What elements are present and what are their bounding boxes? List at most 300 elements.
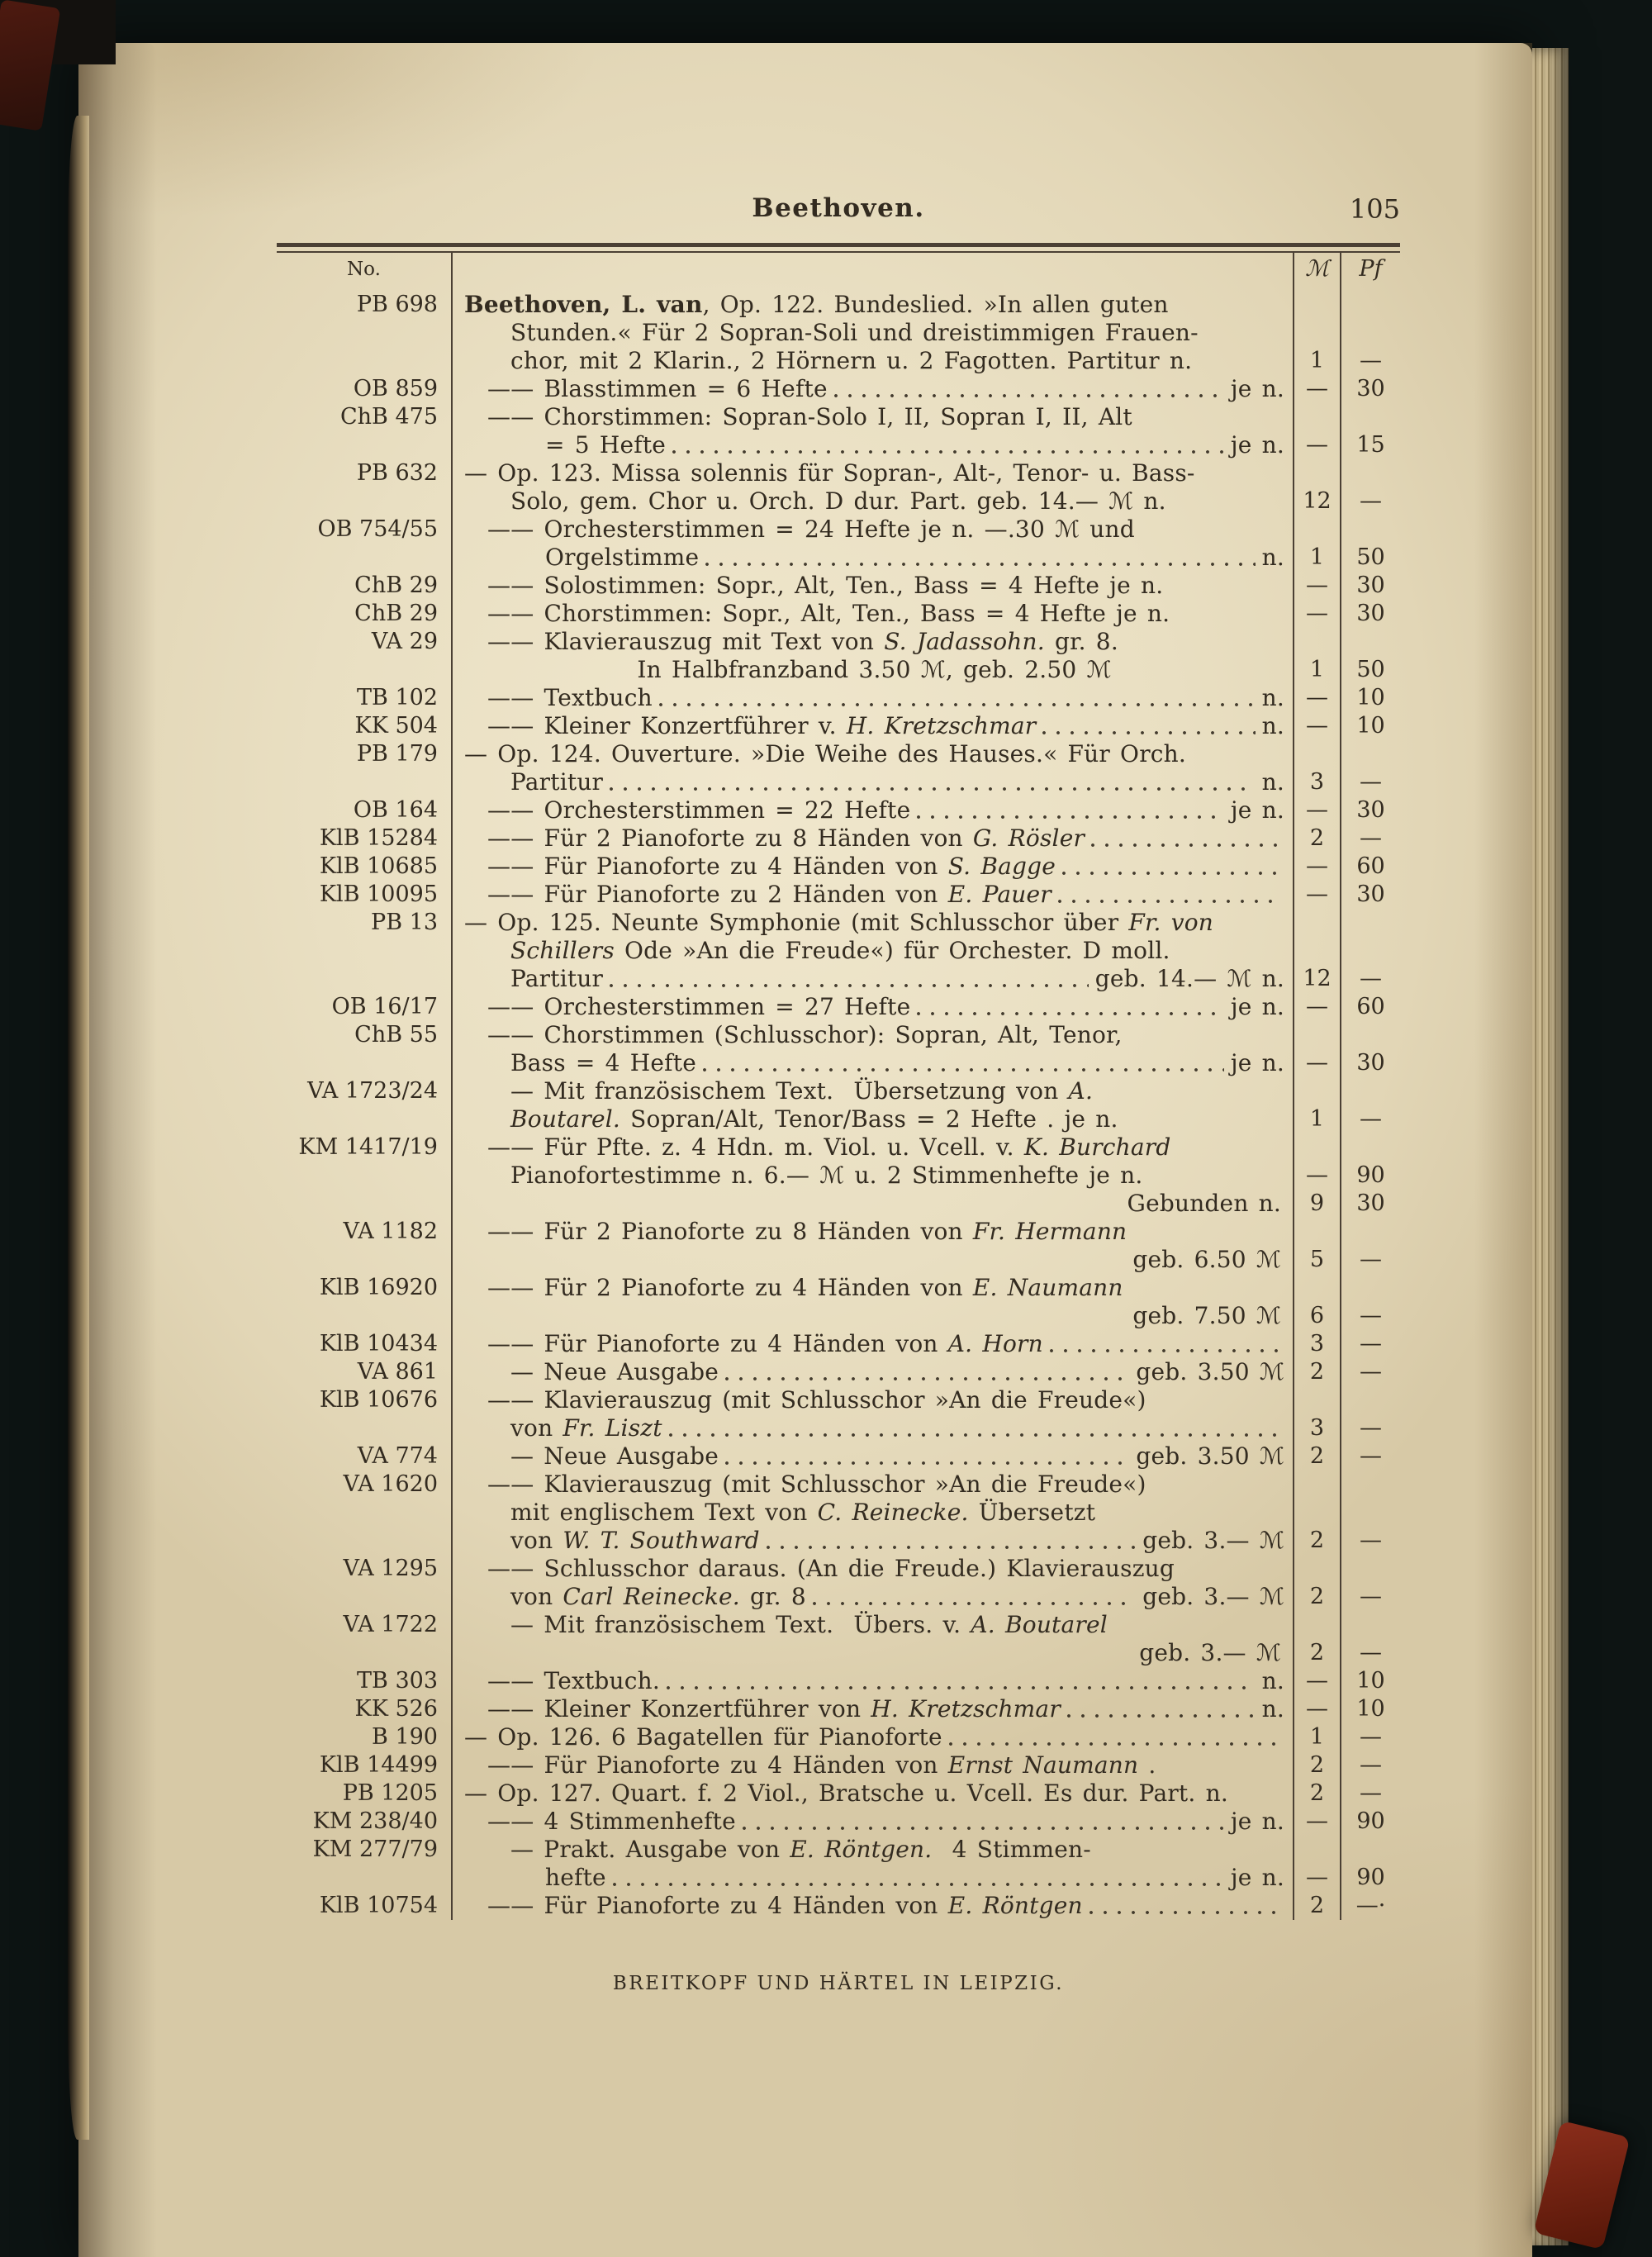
table-row bbox=[277, 684, 1400, 712]
table-row bbox=[277, 628, 1400, 656]
catalog-number: PB 1205 bbox=[277, 1779, 453, 1808]
catalog-number: VA 1295 bbox=[277, 1555, 453, 1583]
mark-price: — bbox=[1293, 431, 1340, 459]
mark-price: 2 bbox=[1293, 1527, 1340, 1555]
description-cell bbox=[453, 1527, 1293, 1555]
pfennig-price: — bbox=[1340, 1639, 1400, 1667]
mark-price: 1 bbox=[1293, 1105, 1340, 1133]
pfennig-price bbox=[1340, 628, 1400, 656]
description-cell bbox=[453, 684, 1293, 712]
description-cell bbox=[453, 1077, 1293, 1105]
pfennig-price: — bbox=[1340, 1723, 1400, 1751]
table-row bbox=[277, 600, 1400, 628]
pfennig-price bbox=[1340, 740, 1400, 768]
description-cell bbox=[453, 1639, 1293, 1667]
table-body bbox=[277, 291, 1400, 1920]
table-row bbox=[277, 1162, 1400, 1190]
mark-price bbox=[1293, 628, 1340, 656]
mark-price: 9 bbox=[1293, 1190, 1340, 1218]
description-cell bbox=[453, 1583, 1293, 1611]
description-text: —— Schlusschor daraus. (An die Freude.) Klavierauszug bbox=[487, 1555, 1175, 1582]
description-cell bbox=[453, 1049, 1293, 1077]
description-cell bbox=[453, 1751, 1293, 1779]
mark-price: 1 bbox=[1293, 656, 1340, 684]
price-note: geb. 3.— ℳ bbox=[1142, 1527, 1284, 1554]
price-note: geb. 3.50 ℳ bbox=[1136, 1358, 1284, 1385]
mark-price: — bbox=[1293, 881, 1340, 909]
description-text: —— Textbuch. bbox=[487, 1667, 660, 1694]
description-text: Bass = 4 Hefte bbox=[510, 1049, 696, 1076]
pfennig-price bbox=[1340, 937, 1400, 965]
description-text: Partitur bbox=[510, 965, 604, 992]
mark-price: — bbox=[1293, 712, 1340, 740]
description-cell bbox=[453, 1555, 1293, 1583]
dot-leader bbox=[610, 965, 1089, 993]
mark-price: — bbox=[1293, 853, 1340, 881]
pfennig-price: — bbox=[1340, 1442, 1400, 1471]
table-row bbox=[277, 1611, 1400, 1639]
catalog-number: ChB 475 bbox=[277, 403, 453, 431]
catalog-number: KlB 14499 bbox=[277, 1751, 453, 1779]
left-page-edges bbox=[68, 116, 89, 2140]
mark-price: — bbox=[1293, 1049, 1340, 1077]
pfennig-price bbox=[1340, 909, 1400, 937]
description-cell bbox=[453, 1611, 1293, 1639]
catalog-number: KK 526 bbox=[277, 1695, 453, 1723]
mark-price bbox=[1293, 1077, 1340, 1105]
table-row bbox=[277, 319, 1400, 347]
price-note: je n. bbox=[1230, 1808, 1284, 1835]
table-row bbox=[277, 1639, 1400, 1667]
mark-price: 3 bbox=[1293, 768, 1340, 796]
pfennig-price: 30 bbox=[1340, 881, 1400, 909]
description-text: —— Für Pianoforte zu 4 Händen von A. Horn bbox=[487, 1330, 1043, 1357]
description-cell bbox=[453, 1414, 1293, 1442]
description-text: In Halbfranzband 3.50 ℳ, geb. 2.50 ℳ bbox=[637, 656, 1112, 683]
dot-leader bbox=[703, 1049, 1224, 1077]
description-text: geb. 7.50 ℳ bbox=[1132, 1302, 1281, 1329]
description-text: —— Für 2 Pianoforte zu 4 Händen von E. Naumann bbox=[487, 1274, 1123, 1301]
description-cell bbox=[453, 1471, 1293, 1499]
mark-price: 2 bbox=[1293, 1358, 1340, 1386]
description-text: —— Für 2 Pianoforte zu 8 Händen von Fr. Hermann bbox=[487, 1218, 1127, 1245]
dot-leader bbox=[1050, 1330, 1278, 1358]
pfennig-price bbox=[1340, 1555, 1400, 1583]
mark-price bbox=[1293, 516, 1340, 544]
catalog-number bbox=[277, 319, 453, 347]
pfennig-price bbox=[1340, 291, 1400, 319]
price-note: je n. bbox=[1230, 993, 1284, 1020]
description-cell bbox=[453, 1218, 1293, 1246]
table-row bbox=[277, 881, 1400, 909]
description-cell bbox=[453, 1133, 1293, 1162]
column-header-mark: ℳ bbox=[1293, 253, 1340, 291]
dot-leader bbox=[613, 1864, 1224, 1892]
description-text: —— Chorstimmen: Sopr., Alt, Ten., Bass = 4 Hefte je n. bbox=[487, 600, 1170, 627]
mark-price: 1 bbox=[1293, 347, 1340, 375]
table-row bbox=[277, 1779, 1400, 1808]
table-row bbox=[277, 1808, 1400, 1836]
description-cell bbox=[453, 347, 1293, 375]
pfennig-price: — bbox=[1340, 1527, 1400, 1555]
page-header-title: Beethoven. bbox=[752, 193, 925, 223]
description-cell bbox=[453, 487, 1293, 516]
table-row bbox=[277, 1555, 1400, 1583]
price-note: n. bbox=[1261, 768, 1284, 796]
description-cell bbox=[453, 1892, 1293, 1920]
pfennig-price: — bbox=[1340, 347, 1400, 375]
pfennig-price: 30 bbox=[1340, 796, 1400, 824]
table-row bbox=[277, 1751, 1400, 1779]
pfennig-price: 30 bbox=[1340, 1049, 1400, 1077]
description-text: — Op. 123. Missa solennis für Sopran-, Alt-, Tenor- u. Bass- bbox=[464, 459, 1195, 487]
mark-price: — bbox=[1293, 993, 1340, 1021]
description-cell bbox=[453, 796, 1293, 824]
description-cell bbox=[453, 768, 1293, 796]
dot-leader bbox=[667, 1667, 1256, 1695]
price-note: geb. 3.— ℳ bbox=[1142, 1583, 1284, 1610]
mark-price bbox=[1293, 1555, 1340, 1583]
running-head bbox=[277, 193, 1400, 230]
mark-price bbox=[1293, 1611, 1340, 1639]
dot-leader bbox=[767, 1527, 1136, 1555]
catalog-number: B 190 bbox=[277, 1723, 453, 1751]
mark-price: — bbox=[1293, 1695, 1340, 1723]
table-row bbox=[277, 544, 1400, 572]
table-row bbox=[277, 1302, 1400, 1330]
mark-price bbox=[1293, 909, 1340, 937]
catalog-number: KM 238/40 bbox=[277, 1808, 453, 1836]
mark-price: 2 bbox=[1293, 824, 1340, 853]
pfennig-price: 90 bbox=[1340, 1808, 1400, 1836]
description-text: — Op. 124. Ouverture. »Die Weihe des Hauses.« Für Orch. bbox=[464, 740, 1187, 767]
description-cell bbox=[453, 965, 1293, 993]
catalog-number: ChB 29 bbox=[277, 600, 453, 628]
publisher-imprint: BREITKOPF UND HÄRTEL IN LEIPZIG. bbox=[612, 1973, 1065, 1994]
mark-price: — bbox=[1293, 600, 1340, 628]
table-row bbox=[277, 487, 1400, 516]
table-row bbox=[277, 1330, 1400, 1358]
pfennig-price: — bbox=[1340, 1583, 1400, 1611]
pfennig-price bbox=[1340, 1386, 1400, 1414]
table-row bbox=[277, 403, 1400, 431]
mark-price bbox=[1293, 1133, 1340, 1162]
description-cell bbox=[453, 1162, 1293, 1190]
catalog-number bbox=[277, 965, 453, 993]
pfennig-price: — bbox=[1340, 965, 1400, 993]
mark-price bbox=[1293, 937, 1340, 965]
pfennig-price bbox=[1340, 319, 1400, 347]
table-row bbox=[277, 740, 1400, 768]
description-text: Gebunden n. bbox=[1127, 1190, 1281, 1217]
mark-price bbox=[1293, 1386, 1340, 1414]
description-cell bbox=[453, 1499, 1293, 1527]
catalog-number bbox=[277, 1162, 453, 1190]
description-text: —— Für 2 Pianoforte zu 8 Händen von G. Rösler bbox=[487, 824, 1085, 852]
description-cell bbox=[453, 1021, 1293, 1049]
description-cell bbox=[453, 824, 1293, 853]
table-row bbox=[277, 1667, 1400, 1695]
table-row bbox=[277, 1499, 1400, 1527]
table-row bbox=[277, 1442, 1400, 1471]
description-cell bbox=[453, 1836, 1293, 1864]
pfennig-price: 50 bbox=[1340, 656, 1400, 684]
table-row bbox=[277, 824, 1400, 853]
table-row bbox=[277, 1358, 1400, 1386]
catalog-number: KlB 10754 bbox=[277, 1892, 453, 1920]
description-text: — Mit französischem Text. Übers. v. A. Boutarel bbox=[510, 1611, 1108, 1638]
pfennig-price bbox=[1340, 1077, 1400, 1105]
pfennig-price: 10 bbox=[1340, 684, 1400, 712]
catalog-number: PB 179 bbox=[277, 740, 453, 768]
description-cell bbox=[453, 572, 1293, 600]
table-row bbox=[277, 965, 1400, 993]
catalog-number: VA 861 bbox=[277, 1358, 453, 1386]
table-row bbox=[277, 796, 1400, 824]
pfennig-price: — bbox=[1340, 1414, 1400, 1442]
mark-price bbox=[1293, 1218, 1340, 1246]
description-cell bbox=[453, 600, 1293, 628]
pfennig-price: — bbox=[1340, 1358, 1400, 1386]
pfennig-price: 90 bbox=[1340, 1864, 1400, 1892]
catalog-number: PB 632 bbox=[277, 459, 453, 487]
description-text: —— Solostimmen: Sopr., Alt, Ten., Bass = 4 Hefte je n. bbox=[487, 572, 1164, 599]
description-cell bbox=[453, 909, 1293, 937]
pfennig-price: 50 bbox=[1340, 544, 1400, 572]
description-cell bbox=[453, 881, 1293, 909]
description-cell bbox=[453, 1274, 1293, 1302]
mark-price: — bbox=[1293, 1667, 1340, 1695]
description-cell bbox=[453, 1330, 1293, 1358]
catalog-number: KlB 15284 bbox=[277, 824, 453, 853]
description-cell bbox=[453, 1105, 1293, 1133]
description-cell bbox=[453, 319, 1293, 347]
catalog-number bbox=[277, 487, 453, 516]
mark-price bbox=[1293, 403, 1340, 431]
description-text: geb. 6.50 ℳ bbox=[1132, 1246, 1281, 1273]
description-text: — Prakt. Ausgabe von E. Röntgen. 4 Stimmen- bbox=[510, 1836, 1091, 1863]
table-row bbox=[277, 347, 1400, 375]
pfennig-price: 15 bbox=[1340, 431, 1400, 459]
description-text: — Op. 125. Neunte Symphonie (mit Schlusschor über Fr. von bbox=[464, 909, 1214, 936]
catalog-number: VA 1182 bbox=[277, 1218, 453, 1246]
table-row bbox=[277, 1218, 1400, 1246]
table-row bbox=[277, 291, 1400, 319]
dot-leader bbox=[917, 796, 1224, 824]
dot-leader bbox=[725, 1442, 1129, 1471]
table-row bbox=[277, 1414, 1400, 1442]
description-text: — Mit französischem Text. Übersetzung von A. bbox=[510, 1077, 1094, 1105]
catalog-number bbox=[277, 544, 453, 572]
description-text: geb. 3.— ℳ bbox=[1139, 1639, 1281, 1666]
description-text: = 5 Hefte bbox=[545, 431, 667, 459]
catalog-number bbox=[277, 1302, 453, 1330]
pfennig-price: — bbox=[1340, 824, 1400, 853]
description-text: —— 4 Stimmenhefte bbox=[487, 1808, 736, 1835]
pfennig-price: — bbox=[1340, 768, 1400, 796]
description-cell bbox=[453, 544, 1293, 572]
table-row bbox=[277, 572, 1400, 600]
description-text: — Op. 126. 6 Bagatellen für Pianoforte bbox=[464, 1723, 942, 1751]
catalog-number bbox=[277, 347, 453, 375]
table-row bbox=[277, 993, 1400, 1021]
pfennig-price: — bbox=[1340, 487, 1400, 516]
mark-price: — bbox=[1293, 796, 1340, 824]
pfennig-price: — bbox=[1340, 1779, 1400, 1808]
mark-price: 2 bbox=[1293, 1639, 1340, 1667]
table-row bbox=[277, 431, 1400, 459]
description-text: —— Kleiner Konzertführer v. H. Kretzschmar bbox=[487, 712, 1037, 739]
spine-fragment bbox=[0, 0, 60, 131]
catalog-number: VA 1620 bbox=[277, 1471, 453, 1499]
catalog-number: KM 277/79 bbox=[277, 1836, 453, 1864]
pfennig-price: — bbox=[1340, 1246, 1400, 1274]
pfennig-price: 30 bbox=[1340, 600, 1400, 628]
pfennig-price: —· bbox=[1340, 1892, 1400, 1920]
mark-price: 5 bbox=[1293, 1246, 1340, 1274]
mark-price bbox=[1293, 1274, 1340, 1302]
table-row bbox=[277, 1527, 1400, 1555]
column-header-no: No. bbox=[277, 253, 453, 291]
description-text: Partitur bbox=[510, 768, 604, 796]
mark-price: 2 bbox=[1293, 1442, 1340, 1471]
description-text: von W. T. Southward bbox=[510, 1527, 760, 1554]
catalog-number: VA 774 bbox=[277, 1442, 453, 1471]
dot-leader bbox=[705, 544, 1255, 572]
pfennig-price bbox=[1340, 1218, 1400, 1246]
pfennig-price: — bbox=[1340, 1330, 1400, 1358]
catalog-number: TB 303 bbox=[277, 1667, 453, 1695]
dot-leader bbox=[1089, 1892, 1278, 1920]
mark-price: 2 bbox=[1293, 1751, 1340, 1779]
dot-leader bbox=[669, 1414, 1278, 1442]
description-cell bbox=[453, 1386, 1293, 1414]
mark-price: 6 bbox=[1293, 1302, 1340, 1330]
description-cell bbox=[453, 1302, 1293, 1330]
pfennig-price: — bbox=[1340, 1751, 1400, 1779]
table-row bbox=[277, 1190, 1400, 1218]
dot-leader bbox=[813, 1583, 1136, 1611]
description-cell bbox=[453, 1723, 1293, 1751]
description-text: —— Orchesterstimmen = 27 Hefte bbox=[487, 993, 911, 1020]
table-row bbox=[277, 1246, 1400, 1274]
description-text: chor, mit 2 Klarin., 2 Hörnern u. 2 Fagotten. Partitur n. bbox=[510, 347, 1193, 374]
catalog-number: KlB 16920 bbox=[277, 1274, 453, 1302]
description-text: Solo, gem. Chor u. Orch. D dur. Part. geb. 14.— ℳ n. bbox=[510, 487, 1166, 515]
description-cell bbox=[453, 1779, 1293, 1808]
page-edge-shade bbox=[1474, 43, 1532, 2257]
table-row bbox=[277, 656, 1400, 684]
pfennig-price bbox=[1340, 1836, 1400, 1864]
description-cell bbox=[453, 853, 1293, 881]
description-cell bbox=[453, 403, 1293, 431]
description-cell bbox=[453, 459, 1293, 487]
table-row bbox=[277, 1583, 1400, 1611]
description-cell bbox=[453, 375, 1293, 403]
price-note: n. bbox=[1261, 1695, 1284, 1722]
pfennig-price: 60 bbox=[1340, 853, 1400, 881]
description-cell bbox=[453, 628, 1293, 656]
catalog-number bbox=[277, 1499, 453, 1527]
description-text: — Neue Ausgabe bbox=[510, 1358, 719, 1385]
catalog-number bbox=[277, 1583, 453, 1611]
dot-leader bbox=[672, 431, 1224, 459]
pfennig-price bbox=[1340, 1611, 1400, 1639]
table-header-row bbox=[277, 253, 1400, 291]
catalog-number: ChB 29 bbox=[277, 572, 453, 600]
description-cell bbox=[453, 712, 1293, 740]
catalog-number: KK 504 bbox=[277, 712, 453, 740]
catalog-number: KM 1417/19 bbox=[277, 1133, 453, 1162]
mark-price bbox=[1293, 291, 1340, 319]
table-row bbox=[277, 1892, 1400, 1920]
mark-price: — bbox=[1293, 375, 1340, 403]
description-cell bbox=[453, 1695, 1293, 1723]
dot-leader bbox=[1058, 881, 1278, 909]
mark-price bbox=[1293, 1499, 1340, 1527]
dot-leader bbox=[1042, 712, 1255, 740]
description-cell bbox=[453, 1358, 1293, 1386]
table-row bbox=[277, 1723, 1400, 1751]
book-fore-edge bbox=[1532, 48, 1569, 2245]
column-header-pfennig: Pf bbox=[1340, 253, 1400, 291]
price-note: n. bbox=[1261, 1667, 1284, 1694]
description-cell bbox=[453, 1667, 1293, 1695]
catalog-number: TB 102 bbox=[277, 684, 453, 712]
pfennig-price: 90 bbox=[1340, 1162, 1400, 1190]
catalog-number bbox=[277, 937, 453, 965]
pfennig-price: 60 bbox=[1340, 993, 1400, 1021]
mark-price: — bbox=[1293, 1162, 1340, 1190]
table-row bbox=[277, 1386, 1400, 1414]
table-row bbox=[277, 1695, 1400, 1723]
price-note: n. bbox=[1261, 684, 1284, 711]
pfennig-price: 30 bbox=[1340, 375, 1400, 403]
description-text: von Fr. Liszt bbox=[510, 1414, 662, 1442]
catalog-number bbox=[277, 768, 453, 796]
description-cell bbox=[453, 656, 1293, 684]
description-text: —— Kleiner Konzertführer von H. Kretzschmar bbox=[487, 1695, 1061, 1722]
catalog-number: OB 859 bbox=[277, 375, 453, 403]
page-number: 105 bbox=[1349, 193, 1400, 225]
dot-leader bbox=[610, 768, 1256, 796]
description-text: —— Für Pianoforte zu 2 Händen von E. Pauer bbox=[487, 881, 1051, 908]
mark-price: 12 bbox=[1293, 965, 1340, 993]
pfennig-price: — bbox=[1340, 1105, 1400, 1133]
description-cell bbox=[453, 516, 1293, 544]
catalog-number bbox=[277, 1639, 453, 1667]
pfennig-price: 10 bbox=[1340, 1695, 1400, 1723]
price-note: je n. bbox=[1230, 796, 1284, 824]
description-cell bbox=[453, 1442, 1293, 1471]
price-note: n. bbox=[1261, 712, 1284, 739]
description-cell bbox=[453, 937, 1293, 965]
table-row bbox=[277, 1049, 1400, 1077]
dot-leader bbox=[1062, 853, 1278, 881]
table-row bbox=[277, 516, 1400, 544]
pfennig-price: 30 bbox=[1340, 572, 1400, 600]
mark-price: 2 bbox=[1293, 1779, 1340, 1808]
table-row bbox=[277, 1105, 1400, 1133]
mark-price: — bbox=[1293, 1808, 1340, 1836]
catalog-number: PB 13 bbox=[277, 909, 453, 937]
description-text: —— Klavierauszug (mit Schlusschor »An die Freude«) bbox=[487, 1386, 1146, 1414]
catalog-number bbox=[277, 1527, 453, 1555]
catalog-number: VA 1722 bbox=[277, 1611, 453, 1639]
catalog-number bbox=[277, 431, 453, 459]
table-row bbox=[277, 768, 1400, 796]
mark-price bbox=[1293, 1836, 1340, 1864]
